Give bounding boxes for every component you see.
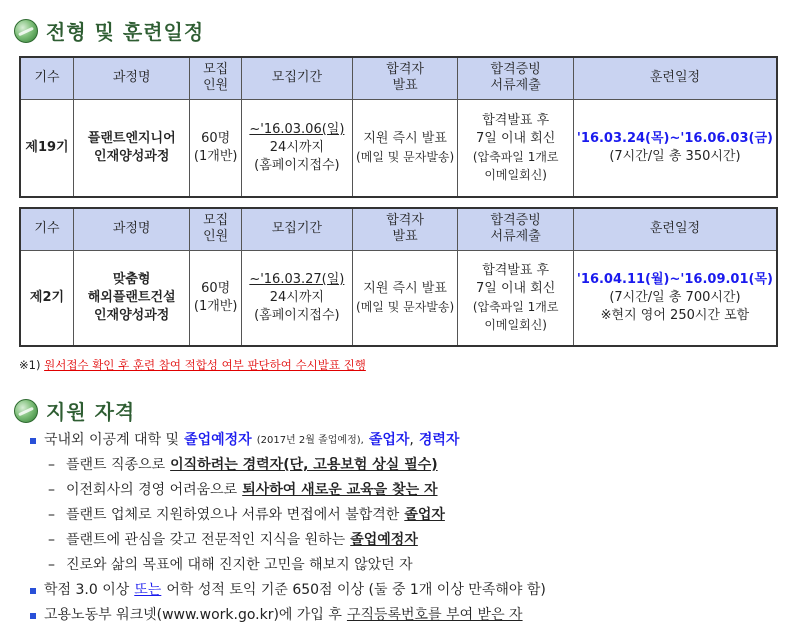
dash-icon: – — [48, 532, 55, 548]
header-pass: 합격자 발표 — [352, 208, 458, 250]
schedule-table-19 — [19, 56, 778, 198]
header-course: 과정명 — [74, 57, 190, 99]
cell-period: ~'16.03.06(일) 24시까지 (홈페이지접수) — [241, 99, 352, 197]
cell-course: 맞춤형 해외플랜트건설 인재양성과정 — [73, 250, 189, 346]
list-item: – 플랜트 업체로 지원하였으나 서류와 면접에서 불합격한 졸업자 — [30, 503, 546, 528]
header-recruit: 모집 인원 — [190, 208, 242, 250]
header-training: 훈련일정 — [573, 57, 777, 99]
list-item: 학점 3.0 이상 또는 어학 성적 토익 기준 650점 이상 (둘 중 1개 이상 만족해야 함) — [30, 578, 546, 603]
cell-recruit: 60명 (1개반) — [190, 99, 242, 197]
cell-gisu: 제2기 — [20, 250, 73, 346]
table-header-row — [20, 208, 777, 250]
section-title-text: 전형 및 훈련일정 — [46, 20, 205, 44]
list-item: – 이전회사의 경영 어려움으로 퇴사하여 새로운 교육을 찾는 자 — [30, 478, 546, 503]
dash-icon: – — [48, 507, 55, 523]
dash-icon: – — [48, 557, 55, 573]
note-prefix: ※1) — [19, 358, 41, 372]
table-header-row — [20, 57, 777, 99]
cell-training: '16.04.11(월)~'16.09.01(목) (7시간/일 총 700시간) ※현지 영어 250시간 포함 — [573, 250, 777, 346]
list-item: 국내외 이공계 대학 및 졸업예정자 (2017년 2월 졸업예정), 졸업자 , 경력자 — [30, 428, 546, 453]
cell-recruit: 60명 (1개반) — [190, 250, 242, 346]
cell-docs: 합격발표 후 7일 이내 회신 (압축파일 1개로 이메일회신) — [458, 99, 573, 197]
table-row — [20, 99, 777, 197]
list-item: – 플랜트에 관심을 갖고 전문적인 지식을 원하는 졸업예정자 — [30, 528, 546, 553]
header-training: 훈련일정 — [573, 208, 777, 250]
bullet-icon — [30, 588, 36, 594]
header-docs: 합격증빙 서류제출 — [458, 57, 573, 99]
cell-period: ~'16.03.27(일) 24시까지 (홈페이지접수) — [241, 250, 352, 346]
bullet-icon — [30, 613, 36, 619]
header-period: 모집기간 — [241, 208, 352, 250]
dash-icon: – — [48, 482, 55, 498]
cell-training: '16.03.24(목)~'16.06.03(금) (7시간/일 총 350시간) — [573, 99, 777, 197]
list-item: – 진로와 삶의 목표에 대해 진지한 고민을 해보지 않았던 자 — [30, 553, 546, 578]
section-title-qualification — [14, 396, 135, 425]
section-title-schedule — [14, 16, 204, 45]
header-gisu: 기수 — [20, 208, 73, 250]
header-recruit: 모집 인원 — [190, 57, 242, 99]
cell-docs: 합격발표 후 7일 이내 회신 (압축파일 1개로 이메일회신) — [458, 250, 573, 346]
header-period: 모집기간 — [241, 57, 352, 99]
globe-icon — [14, 19, 38, 43]
dash-icon: – — [48, 457, 55, 473]
cell-pass: 지원 즉시 발표 (메일 및 문자발송) — [352, 250, 458, 346]
bullet-icon — [30, 438, 36, 444]
header-docs: 합격증빙 서류제출 — [458, 208, 573, 250]
header-pass: 합격자 발표 — [352, 57, 458, 99]
list-item: – 플랜트 직종으로 이직하려는 경력자(단, 고용보험 상실 필수) — [30, 453, 546, 478]
schedule-table-2 — [19, 207, 778, 347]
section-title-text: 지원 자격 — [46, 400, 136, 424]
list-item: 고용노동부 워크넷(www.work.go.kr)에 가입 후 구직등록번호를 부여 받은 자 — [30, 603, 546, 628]
header-course: 과정명 — [73, 208, 189, 250]
cell-course: 플랜트엔지니어 인재양성과정 — [74, 99, 190, 197]
globe-icon — [14, 399, 38, 423]
header-gisu: 기수 — [20, 57, 74, 99]
cell-gisu: 제19기 — [20, 99, 74, 197]
qualification-list — [30, 428, 546, 628]
table-row — [20, 250, 777, 346]
note — [19, 357, 366, 373]
cell-pass: 지원 즉시 발표 (메일 및 문자발송) — [352, 99, 458, 197]
note-text: 원서접수 확인 후 훈련 참여 적합성 여부 판단하여 수시발표 진행 — [44, 358, 366, 372]
